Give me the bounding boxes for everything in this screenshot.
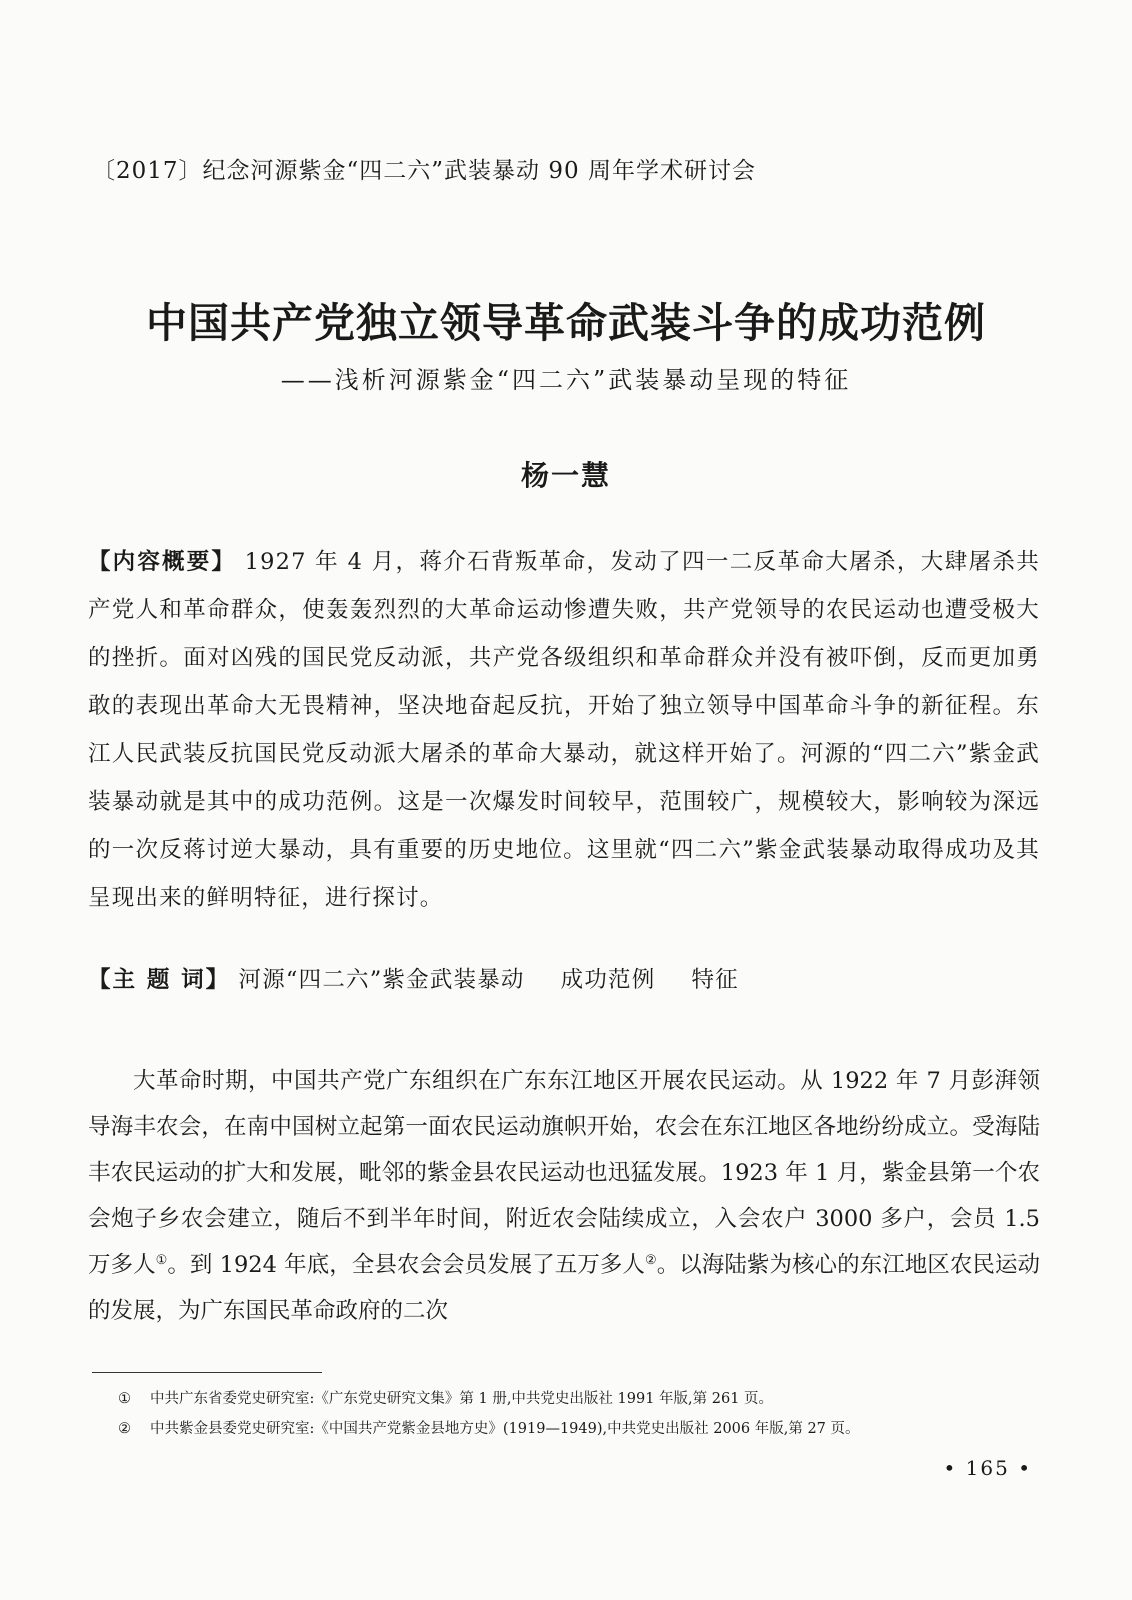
keyword-item: 成功范例 xyxy=(560,967,656,993)
body-paragraph xyxy=(88,1058,1040,1334)
keyword-item: 河源“四二六”紫金武装暴动 xyxy=(238,967,525,993)
footnote-item xyxy=(118,1384,1038,1414)
abstract-block xyxy=(88,538,1040,922)
footnote-ref[interactable]: ① xyxy=(155,1253,168,1268)
footnotes-block xyxy=(118,1384,1038,1444)
article-title: 中国共产党独立领导革命武装斗争的成功范例 xyxy=(146,299,986,347)
footnote-item xyxy=(118,1414,1038,1444)
conference-header: 〔2017〕纪念河源紫金“四二六”武装暴动 90 周年学术研讨会 xyxy=(92,158,756,184)
abstract-label: 【内容概要】 xyxy=(88,549,237,575)
footnote-text: 中共广东省委党史研究室:《广东党史研究文集》第 1 册,中共党史出版社 1991 年版,第 261 页。 xyxy=(150,1391,774,1407)
footnote-text: 中共紫金县委党史研究室:《中国共产党紫金县地方史》(1919—1949),中共党史出版社 2006 年版,第 27 页。 xyxy=(150,1421,860,1437)
footnote-mark: ① xyxy=(118,1391,131,1407)
keywords-label: 【主 题 词】 xyxy=(88,967,231,993)
footnote-ref[interactable]: ② xyxy=(644,1253,657,1268)
body-text-part: 。到 1924 年底，全县农会会员发展了五万多人 xyxy=(167,1252,645,1278)
author-name: 杨一慧 xyxy=(520,459,611,492)
abstract-text: 1927 年 4 月，蒋介石背叛革命，发动了四一二反革命大屠杀，大肆屠杀共产党人和革命群众，使轰轰烈烈的大革命运动惨遭失败，共产党领导的农民运动也遭受极大的挫折。面对凶残的国民党反动派，共产党各级组织和革命群众并没有被吓倒，反而更加勇敢的表现出革命大无畏精神，坚决地奋起反抗，开始了独立领导中国革命斗争的新征程。东江人民武装反抗国民党反动派大屠杀的革命大暴动，就这样开始了。河源的“四二六”紫金武装暴动就是其中的成功范例。这是一次爆发时间较早，范围较广，规模较大，影响较为深远的一次反蒋讨逆大暴动，具有重要的历史地位。这里就“四二六”紫金武装暴动取得成功及其呈现出来的鲜明特征，进行探讨。 xyxy=(88,549,1040,911)
keyword-item: 特征 xyxy=(691,967,739,993)
body-text-part: 。以海陆紫为核心的东江地区农民运动的发展，为广东国民革命政府的二次 xyxy=(88,1252,1040,1324)
footnote-mark: ② xyxy=(118,1421,131,1437)
article-subtitle: ——浅析河源紫金“四二六”武装暴动呈现的特征 xyxy=(280,366,852,394)
page-number: • 165 • xyxy=(943,1456,1032,1480)
keywords-block xyxy=(88,962,739,994)
body-text-part: 大革命时期，中国共产党广东组织在广东东江地区开展农民运动。从 1922 年 7 月彭湃领导海丰农会，在南中国树立起第一面农民运动旗帜开始，农会在东江地区各地纷纷成立。受海陆丰农民运动的扩大和发展，毗邻的紫金县农民运动也迅猛发展。1923 年 1 月，紫金县第一个农会炮子乡农会建立，随后不到半年时间，附近农会陆续成立，入会农户 3000 多户，会员 1.5 万多人 xyxy=(88,1068,1040,1278)
footnote-divider xyxy=(92,1372,322,1373)
